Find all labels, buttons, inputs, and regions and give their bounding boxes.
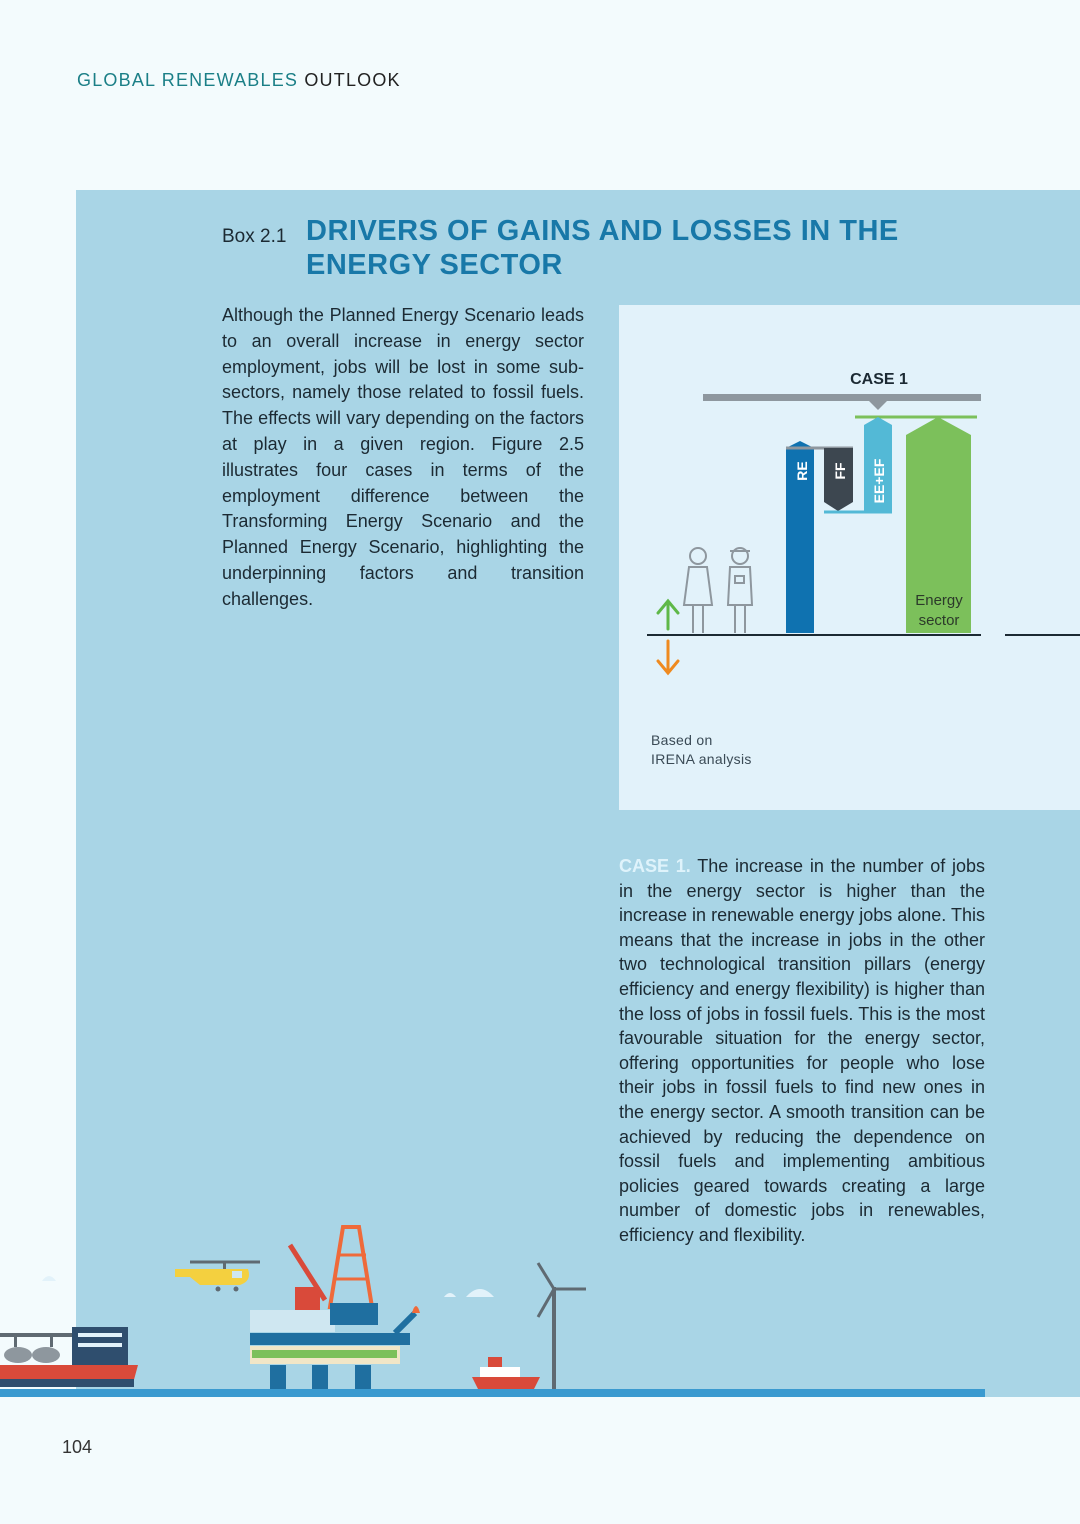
case-label: CASE 1 xyxy=(850,371,908,388)
ee-ef-bar-label: EE+EF xyxy=(871,458,887,504)
figure-card xyxy=(619,305,1080,810)
case1-label: CASE 1. xyxy=(619,856,691,876)
source-note-line1: Based on xyxy=(651,732,713,748)
running-head-part1: GLOBAL RENEWABLES xyxy=(77,70,299,90)
cloud-icon xyxy=(444,1289,494,1297)
arrow-up-icon xyxy=(658,601,678,629)
case-bracket-pointer xyxy=(869,401,887,410)
sea-waves xyxy=(0,1389,985,1397)
running-head-part2: OUTLOOK xyxy=(304,70,401,90)
cloud-icon xyxy=(42,1276,56,1281)
oil-rig-icon xyxy=(250,1227,420,1393)
boat-icon xyxy=(472,1357,540,1389)
case1-body: The increase in the number of jobs in the energy sector is higher than the increase in renewable energy jobs alone. This means that the increase in jobs in the other two technological transition pillars (energy efficiency and energy flexibility) is higher than the loss of jobs in fossil fuels. This is the most favourable situation for the energy sector, offering opportunities for people who lose their jobs in fossil fuels to find new ones in the energy sector. A smooth transition can be achieved by reducing the dependence on fossil fuels and implementing ambitious policies geared towards creating a large number of domestic jobs in renewables, efficiency and flexibility. xyxy=(619,856,985,1245)
energy-sector-label-line1: Energy xyxy=(915,592,963,609)
arrow-down-icon xyxy=(658,641,678,673)
source-note xyxy=(651,731,752,769)
source-note-line2: IRENA analysis xyxy=(651,751,752,767)
cargo-ship-icon xyxy=(0,1327,138,1387)
intro-paragraph: Although the Planned Energy Scenario leads to an overall increase in energy sector employment, jobs will be lost in some sub-sectors, namely those related to fossil fuels. The effects will vary depending on the factors at play in a given region. Figure 2.5 illustrates four cases in terms of the employment difference between the Transforming Energy Scenario and the Planned Energy Scenario, highlighting the underpinning factors and transition challenges. xyxy=(222,305,584,609)
energy-sector-label-line2: sector xyxy=(918,612,960,629)
re-bar-label: RE xyxy=(794,461,810,481)
box-title: DRIVERS OF GAINS AND LOSSES IN THE ENERGY SECTOR xyxy=(306,215,899,281)
people-icon xyxy=(684,548,752,633)
running-head xyxy=(77,70,401,91)
offshore-scene-illustration xyxy=(0,1215,1000,1405)
ff-bar-label: FF xyxy=(832,462,848,480)
case-bracket xyxy=(703,394,981,401)
wind-turbine-icon xyxy=(538,1263,586,1393)
page-number: 104 xyxy=(62,1437,93,1457)
box-label: Box 2.1 xyxy=(222,226,287,247)
case1-paragraph xyxy=(619,854,985,1248)
helicopter-icon xyxy=(175,1262,260,1292)
